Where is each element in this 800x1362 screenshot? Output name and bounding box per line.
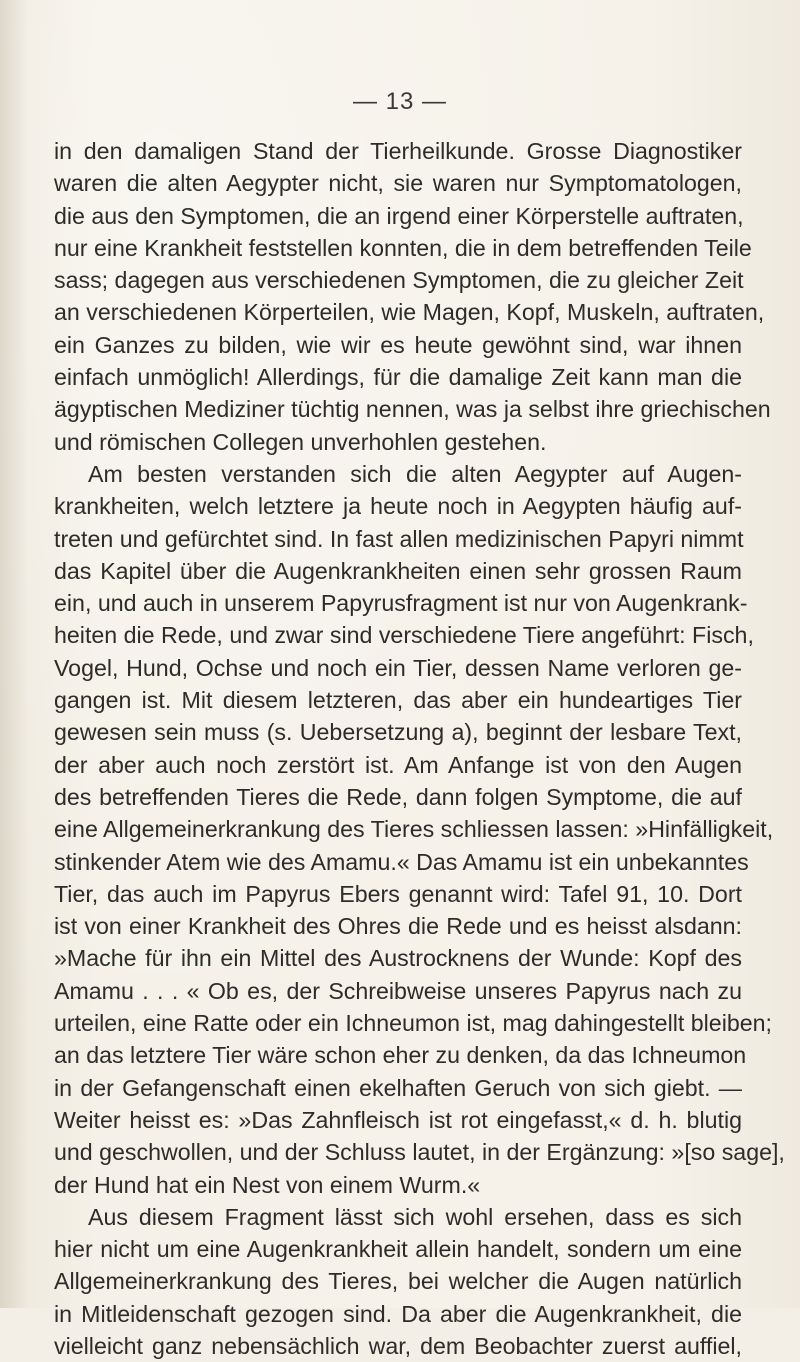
text-line: Weiter heisst es: »Das Zahnfleisch ist rot eingefasst,« d. h. blutig [54, 1106, 742, 1133]
page-number: — 13 — [352, 88, 448, 115]
text-line: gewesen sein muss (s. Uebersetzung a), beginnt der lesbare Text, [54, 719, 742, 746]
text-line: vielleicht ganz nebensächlich war, dem Beobachter zuerst auffiel, [54, 1332, 742, 1359]
text-line: die aus den Symptomen, die an irgend einer Körperstelle auftraten, [54, 202, 744, 229]
text-line: Aus diesem Fragment lässt sich wohl ersehen, dass es sich [88, 1203, 742, 1230]
text-line: das Kapitel über die Augenkrankheiten einen sehr grossen Raum [54, 557, 742, 584]
text-line: treten und gefürchtet sind. In fast allen medizinischen Papyri nimmt [54, 525, 744, 552]
page-edge-shadow [0, 0, 28, 1308]
text-line: waren die alten Aegypter nicht, sie waren nur Symptomatologen, [54, 170, 742, 197]
text-line: sass; dagegen aus verschiedenen Symptomen, die zu gleicher Zeit [54, 267, 744, 294]
text-line: Vogel, Hund, Ochse und noch ein Tier, dessen Name verloren ge- [54, 654, 742, 681]
text-line: an verschiedenen Körperteilen, wie Magen, Kopf, Muskeln, auftraten, [54, 299, 765, 326]
text-line: einfach unmöglich! Allerdings, für die damalige Zeit kann man die [54, 364, 742, 391]
text-line: in Mitleidenschaft gezogen sind. Da aber die Augenkrankheit, die [54, 1300, 742, 1327]
text-line: stinkender Atem wie des Amamu.« Das Amamu ist ein unbekanntes [54, 848, 749, 875]
text-line: Am besten verstanden sich die alten Aegypter auf Augen- [88, 460, 742, 487]
text-line: und geschwollen, und der Schluss lautet, in der Ergänzung: »[so sage], [54, 1139, 785, 1166]
text-line: ein Ganzes zu bilden, wie wir es heute gewöhnt sind, war ihnen [54, 331, 742, 358]
paragraph-2 [54, 458, 785, 1201]
text-line: hier nicht um eine Augenkrankheit allein handelt, sondern um eine [54, 1236, 742, 1263]
text-line: und römischen Collegen unverhohlen gestehen. [54, 428, 547, 455]
text-line: der Hund hat ein Nest von einem Wurm.« [54, 1171, 481, 1198]
text-line: krankheiten, welch letztere ja heute noch in Aegypten häufig auf- [54, 493, 742, 520]
text-line: urteilen, eine Ratte oder ein Ichneumon ist, mag dahingestellt bleiben; [54, 1010, 772, 1037]
paragraph-3 [54, 1201, 742, 1362]
text-line: in der Gefangenschaft einen ekelhaften Geruch von sich giebt. — [54, 1074, 742, 1101]
paragraph-1 [54, 135, 771, 458]
text-line: ägyptischen Mediziner tüchtig nennen, was ja selbst ihre griechischen [54, 396, 771, 423]
text-line: des betreffenden Tieres die Rede, dann folgen Symptome, die auf [54, 783, 742, 810]
text-line: der aber auch noch zerstört ist. Am Anfange ist von den Augen [54, 751, 742, 778]
text-line: Amamu . . . « Ob es, der Schreibweise unseres Papyrus nach zu [54, 977, 742, 1004]
body-text [54, 135, 785, 1362]
text-line: eine Allgemeinerkrankung des Tieres schliessen lassen: »Hinfälligkeit, [54, 816, 774, 843]
text-line: gangen ist. Mit diesem letzteren, das aber ein hundeartiges Tier [54, 687, 742, 714]
text-line: ein, und auch in unserem Papyrusfragment ist nur von Augenkrank- [54, 590, 748, 617]
text-line: »Mache für ihn ein Mittel des Austrocknens der Wunde: Kopf des [54, 945, 742, 972]
text-line: an das letztere Tier wäre schon eher zu denken, da das Ichneumon [54, 1042, 747, 1069]
text-line: nur eine Krankheit feststellen konnten, die in dem betreffenden Teile [54, 234, 752, 261]
text-line: ist von einer Krankheit des Ohres die Rede und es heisst alsdann: [54, 913, 742, 940]
text-line: in den damaligen Stand der Tierheilkunde. Grosse Diagnostiker [54, 138, 742, 164]
text-line: heiten die Rede, und zwar sind verschiedene Tiere angeführt: Fisch, [54, 622, 754, 649]
text-line: Tier, das auch im Papyrus Ebers genannt wird: Tafel 91, 10. Dort [54, 880, 742, 907]
text-line: Allgemeinerkrankung des Tieres, bei welcher die Augen natürlich [54, 1268, 742, 1295]
